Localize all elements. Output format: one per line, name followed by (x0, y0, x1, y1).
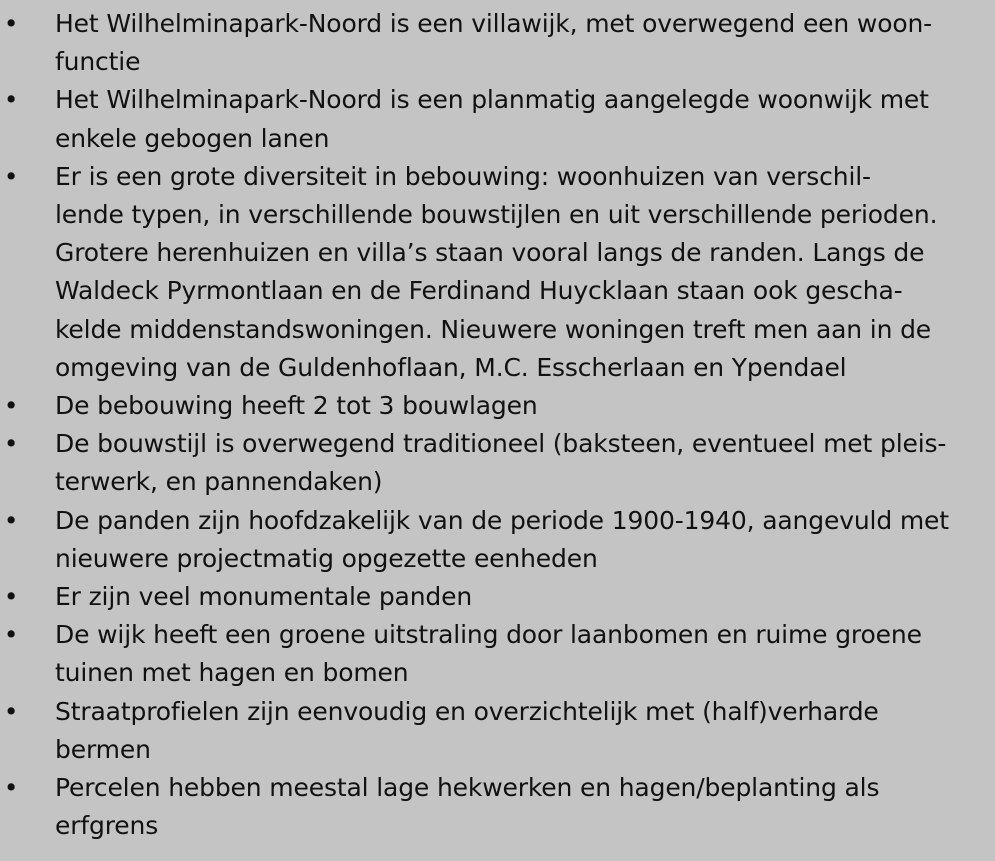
bullet-text-line: Het Wilhelminapark-Noord is een villawijk, met overwegend een woon- (55, 9, 933, 38)
bullet-text-line: lende typen, in verschillende bouwstijlen en uit verschillende perioden. (55, 200, 938, 230)
bullet-dot-icon: • (3, 429, 19, 459)
bullet-dot-icon: • (3, 505, 19, 535)
bullet-text-line: erfgrens (55, 811, 159, 841)
bullet-item (0, 502, 977, 578)
bullet-text-line: kelde middenstandswoningen. Nieuwere woningen treft men aan in de (55, 314, 932, 344)
bullet-text-line: De bouwstijl is overwegend traditioneel (baksteen, eventueel met pleis- (55, 429, 947, 459)
bullet-dot-icon: • (3, 620, 19, 650)
bullet-text-line: Percelen hebben meestal lage hekwerken en hagen/beplanting als (55, 773, 880, 803)
bullet-item (0, 158, 977, 387)
bullet-item (0, 578, 977, 616)
bullet-text-line: enkele gebogen lanen (55, 123, 330, 153)
bullet-dot-icon: • (3, 582, 19, 612)
bullet-list (0, 5, 977, 845)
bullet-text-line: Er zijn veel monumentale panden (55, 582, 473, 612)
bullet-dot-icon: • (3, 85, 19, 115)
bullet-dot-icon: • (3, 9, 19, 38)
bullet-dot-icon: • (3, 696, 19, 726)
bullet-text-line: terwerk, en pannendaken) (55, 467, 383, 497)
bullet-item (0, 5, 977, 81)
bullet-text-line: Het Wilhelminapark-Noord is een planmatig aangelegde woonwijk met (55, 85, 929, 115)
bullet-text-line: bermen (55, 734, 151, 764)
bullet-text-line: De bebouwing heeft 2 tot 3 bouwlagen (55, 391, 538, 421)
bullet-text-line: De wijk heeft een groene uitstraling door laanbomen en ruime groene (55, 620, 922, 650)
bullet-item (0, 693, 977, 769)
bullet-text-line: Straatprofielen zijn eenvoudig en overzichtelijk met (half)verharde (55, 696, 879, 726)
bullet-text-line: nieuwere projectmatig opgezette eenheden (55, 543, 598, 573)
bullet-item (0, 425, 977, 501)
bullet-text-line: Er is een grote diversiteit in bebouwing: woonhuizen van verschil- (55, 161, 871, 191)
bullet-text-line: De panden zijn hoofdzakelijk van de periode 1900-1940, aangevuld met (55, 505, 949, 535)
bullet-text-line: omgeving van de Guldenhoflaan, M.C. Esscherlaan en Ypendael (55, 352, 847, 382)
bullet-dot-icon: • (3, 773, 19, 803)
bullet-item (0, 387, 977, 425)
bullet-text-line: functie (55, 47, 141, 77)
bullet-dot-icon: • (3, 161, 19, 191)
bullet-item (0, 81, 977, 157)
bullet-text-line: Grotere herenhuizen en villa’s staan vooral langs de randen. Langs de (55, 238, 925, 268)
bullet-text-line: Waldeck Pyrmontlaan en de Ferdinand Huycklaan staan ook gescha- (55, 276, 903, 306)
bullet-dot-icon: • (3, 391, 19, 421)
bullet-item (0, 616, 977, 692)
bullet-text-line: tuinen met hagen en bomen (55, 658, 409, 688)
bullet-item (0, 769, 977, 845)
